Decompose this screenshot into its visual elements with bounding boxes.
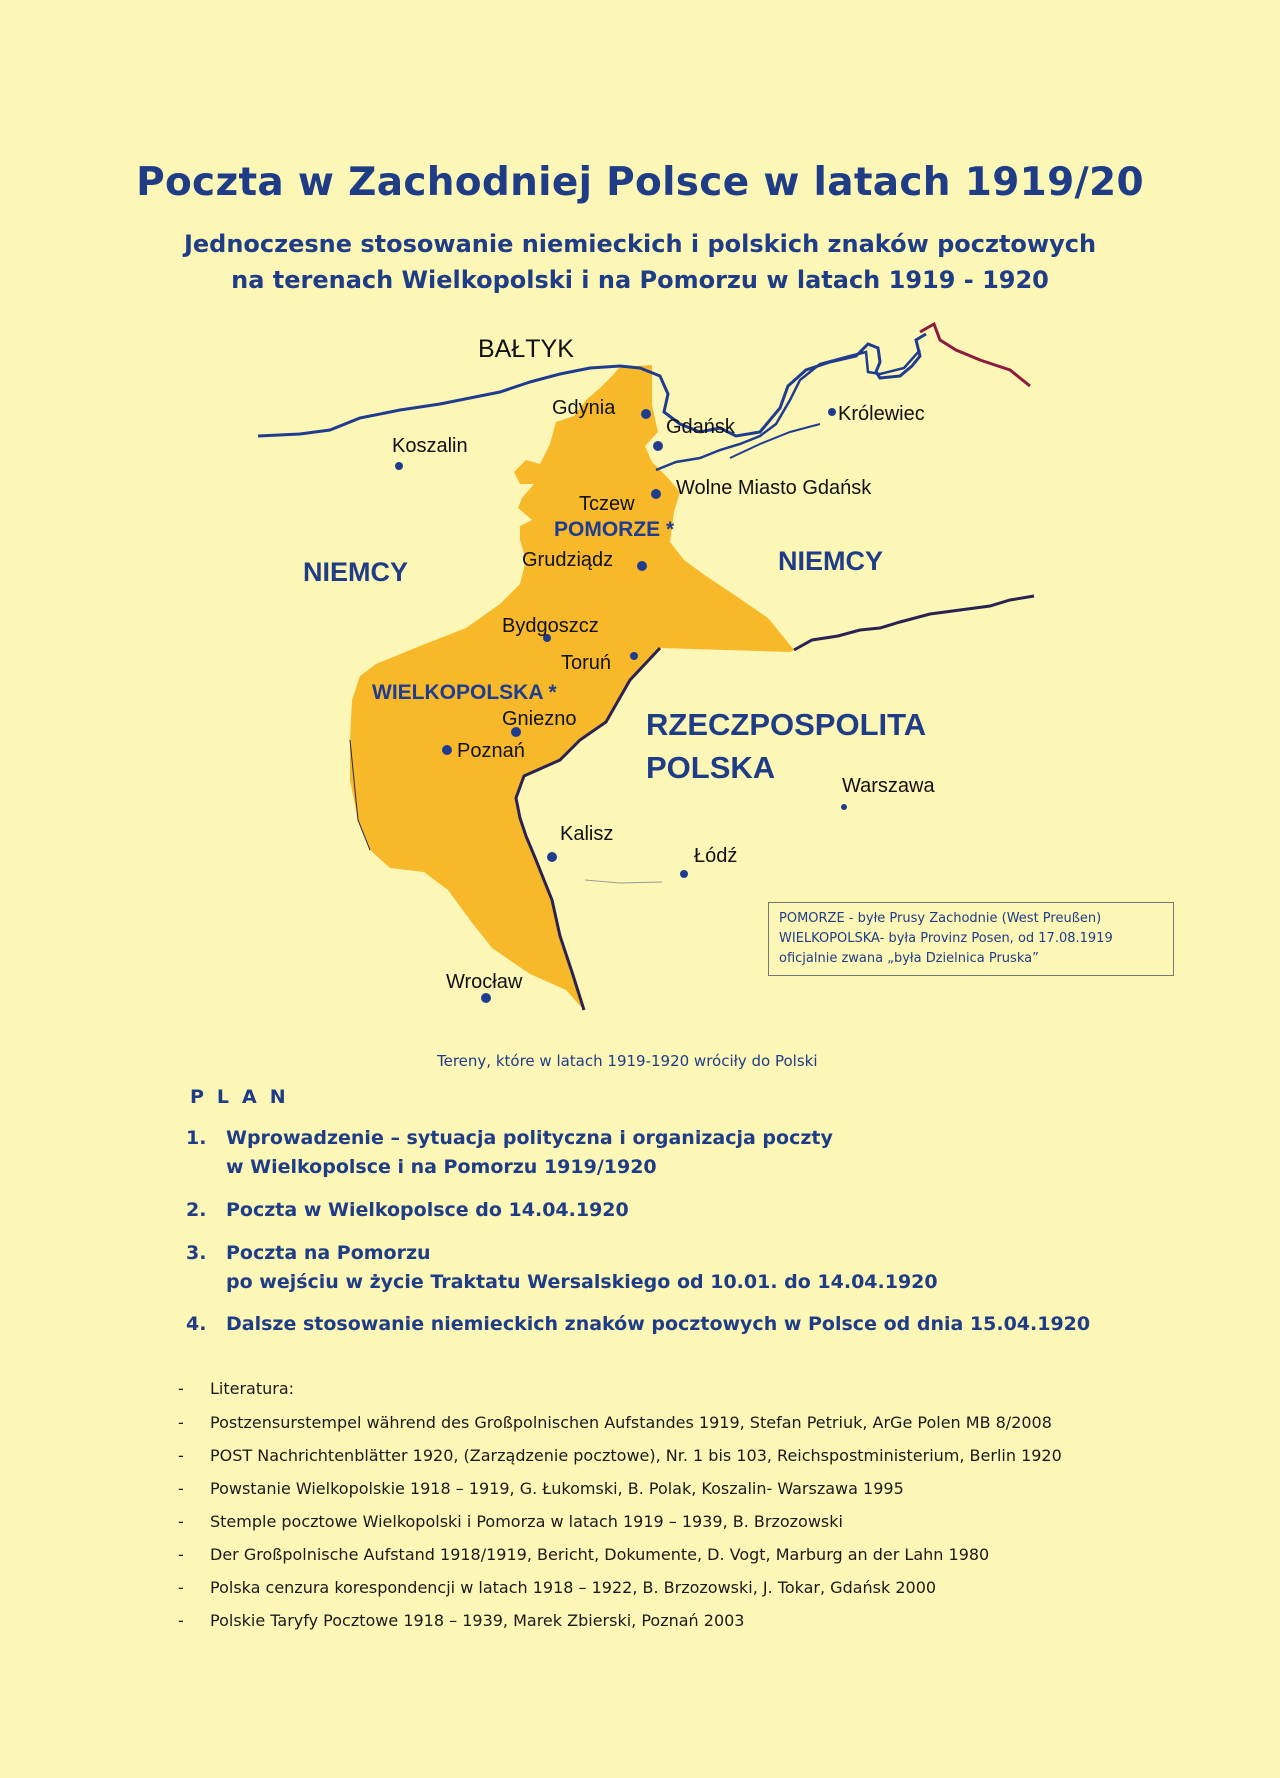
literature-item: - Postzensurstempel während des Großpolnischen Aufstandes 1919, Stefan Petriuk, ArGe Polen MB 8/2008 bbox=[178, 1413, 1052, 1432]
plan-item-number: 3. bbox=[186, 1242, 207, 1264]
city-gniezno: Gniezno bbox=[502, 708, 577, 730]
city-koszalin: Koszalin bbox=[392, 435, 468, 457]
city-warszawa: Warszawa bbox=[842, 775, 935, 797]
city-krolewiec: Królewiec bbox=[838, 403, 925, 425]
legend-line-1: POMORZE - byłe Prusy Zachodnie (West Preußen) bbox=[779, 911, 1102, 926]
literature-item: - Powstanie Wielkopolskie 1918 – 1919, G. Łukomski, B. Polak, Koszalin- Warszawa 1995 bbox=[178, 1479, 904, 1498]
plan-item bbox=[186, 1196, 629, 1225]
dot-gdansk bbox=[653, 441, 663, 451]
dot-gdynia bbox=[641, 409, 651, 419]
dot-lodz bbox=[680, 870, 688, 878]
dot-grudziadz bbox=[637, 561, 647, 571]
city-gdansk: Gdańsk bbox=[666, 416, 735, 438]
city-bydgoszcz: Bydgoszcz bbox=[502, 615, 599, 637]
map-caption: Tereny, które w latach 1919-1920 wróciły do Polski bbox=[437, 1052, 818, 1070]
dot-poznan bbox=[442, 745, 452, 755]
city-wroclaw: Wrocław bbox=[446, 971, 523, 993]
dot-wroclaw bbox=[481, 993, 491, 1003]
literature-item: - Polska cenzura korespondencji w latach 1918 – 1922, B. Brzozowski, J. Tokar, Gdańsk 2000 bbox=[178, 1578, 937, 1597]
city-tczew: Tczew bbox=[579, 493, 635, 515]
subtitle-line-1: Jednoczesne stosowanie niemieckich i polskich znaków pocztowych bbox=[183, 230, 1097, 258]
city-gdynia: Gdynia bbox=[552, 397, 616, 419]
dot-torun bbox=[630, 652, 638, 660]
east-prussia-border bbox=[920, 324, 1030, 386]
subtitle-line-2: na terenach Wielkopolski i na Pomorzu w latach 1919 - 1920 bbox=[231, 266, 1049, 294]
city-lodz: Łódź bbox=[694, 845, 738, 867]
city-kalisz: Kalisz bbox=[560, 823, 614, 845]
plan-item-number: 2. bbox=[186, 1199, 207, 1221]
legend-box bbox=[768, 902, 1174, 976]
literature-item: - POST Nachrichtenblätter 1920, (Zarządzenie pocztowe), Nr. 1 bis 103, Reichspostministerium, Berlin 1920 bbox=[178, 1446, 1062, 1465]
dot-krolewiec bbox=[828, 408, 836, 416]
plan-item-number: 4. bbox=[186, 1313, 207, 1335]
plan-item-text-2: po wejściu w życie Traktatu Wersalskiego od 10.01. do 14.04.1920 bbox=[226, 1271, 938, 1293]
city-grudziadz: Grudziądz bbox=[522, 549, 614, 571]
river-line-2 bbox=[730, 424, 820, 458]
plan-item-number: 1. bbox=[186, 1127, 207, 1149]
plan-item-text: Wprowadzenie – sytuacja polityczna i organizacja poczty bbox=[226, 1127, 833, 1149]
border-poland-germany bbox=[794, 596, 1034, 650]
region-poland-line2: POLSKA bbox=[646, 750, 776, 785]
document-title: Poczta w Zachodniej Polsce w latach 1919/20 bbox=[136, 160, 1144, 205]
plan-item-text-2: w Wielkopolsce i na Pomorzu 1919/1920 bbox=[226, 1156, 657, 1178]
dot-koszalin bbox=[395, 462, 403, 470]
literature-item: - Der Großpolnische Aufstand 1918/1919, Bericht, Dokumente, D. Vogt, Marburg an der Lahn 1980 bbox=[178, 1545, 990, 1564]
baltic-label: BAŁTYK bbox=[478, 335, 574, 363]
region-pomorze: POMORZE * bbox=[554, 518, 675, 541]
region-wielkopolska: WIELKOPOLSKA * bbox=[372, 681, 557, 704]
dot-kalisz bbox=[547, 852, 557, 862]
border-faint bbox=[585, 880, 662, 883]
legend-line-2: WIELKOPOLSKA- była Provinz Posen, od 17.08.1919 bbox=[779, 931, 1113, 946]
plan-item bbox=[186, 1239, 938, 1297]
plan-item bbox=[186, 1124, 833, 1182]
plan-item-text: Dalsze stosowanie niemieckich znaków pocztowych w Polsce od dnia 15.04.1920 bbox=[226, 1313, 1091, 1335]
city-torun: Toruń bbox=[561, 652, 612, 674]
dot-warszawa bbox=[841, 804, 847, 810]
plan-item-text: Poczta w Wielkopolsce do 14.04.1920 bbox=[226, 1199, 629, 1221]
plan-heading: PLAN bbox=[190, 1086, 299, 1108]
plan-item bbox=[186, 1310, 1090, 1339]
literature-item: - Polskie Taryfy Pocztowe 1918 – 1939, Marek Zbierski, Poznań 2003 bbox=[178, 1611, 745, 1630]
region-poland-line1: RZECZPOSPOLITA bbox=[646, 707, 927, 742]
literature-item: - Literatura: bbox=[178, 1379, 295, 1398]
region-germany-west: NIEMCY bbox=[303, 557, 409, 587]
legend-line-3: oficjalnie zwana „była Dzielnica Pruska” bbox=[779, 951, 1039, 966]
dot-tczew bbox=[651, 489, 661, 499]
region-germany-east: NIEMCY bbox=[778, 546, 884, 576]
literature-item: - Stemple pocztowe Wielkopolski i Pomorza w latach 1919 – 1939, B. Brzozowski bbox=[178, 1512, 843, 1531]
city-poznan: Poznań bbox=[457, 740, 525, 762]
city-wolne-miasto: Wolne Miasto Gdańsk bbox=[676, 477, 872, 499]
plan-item-text: Poczta na Pomorzu bbox=[226, 1242, 431, 1264]
